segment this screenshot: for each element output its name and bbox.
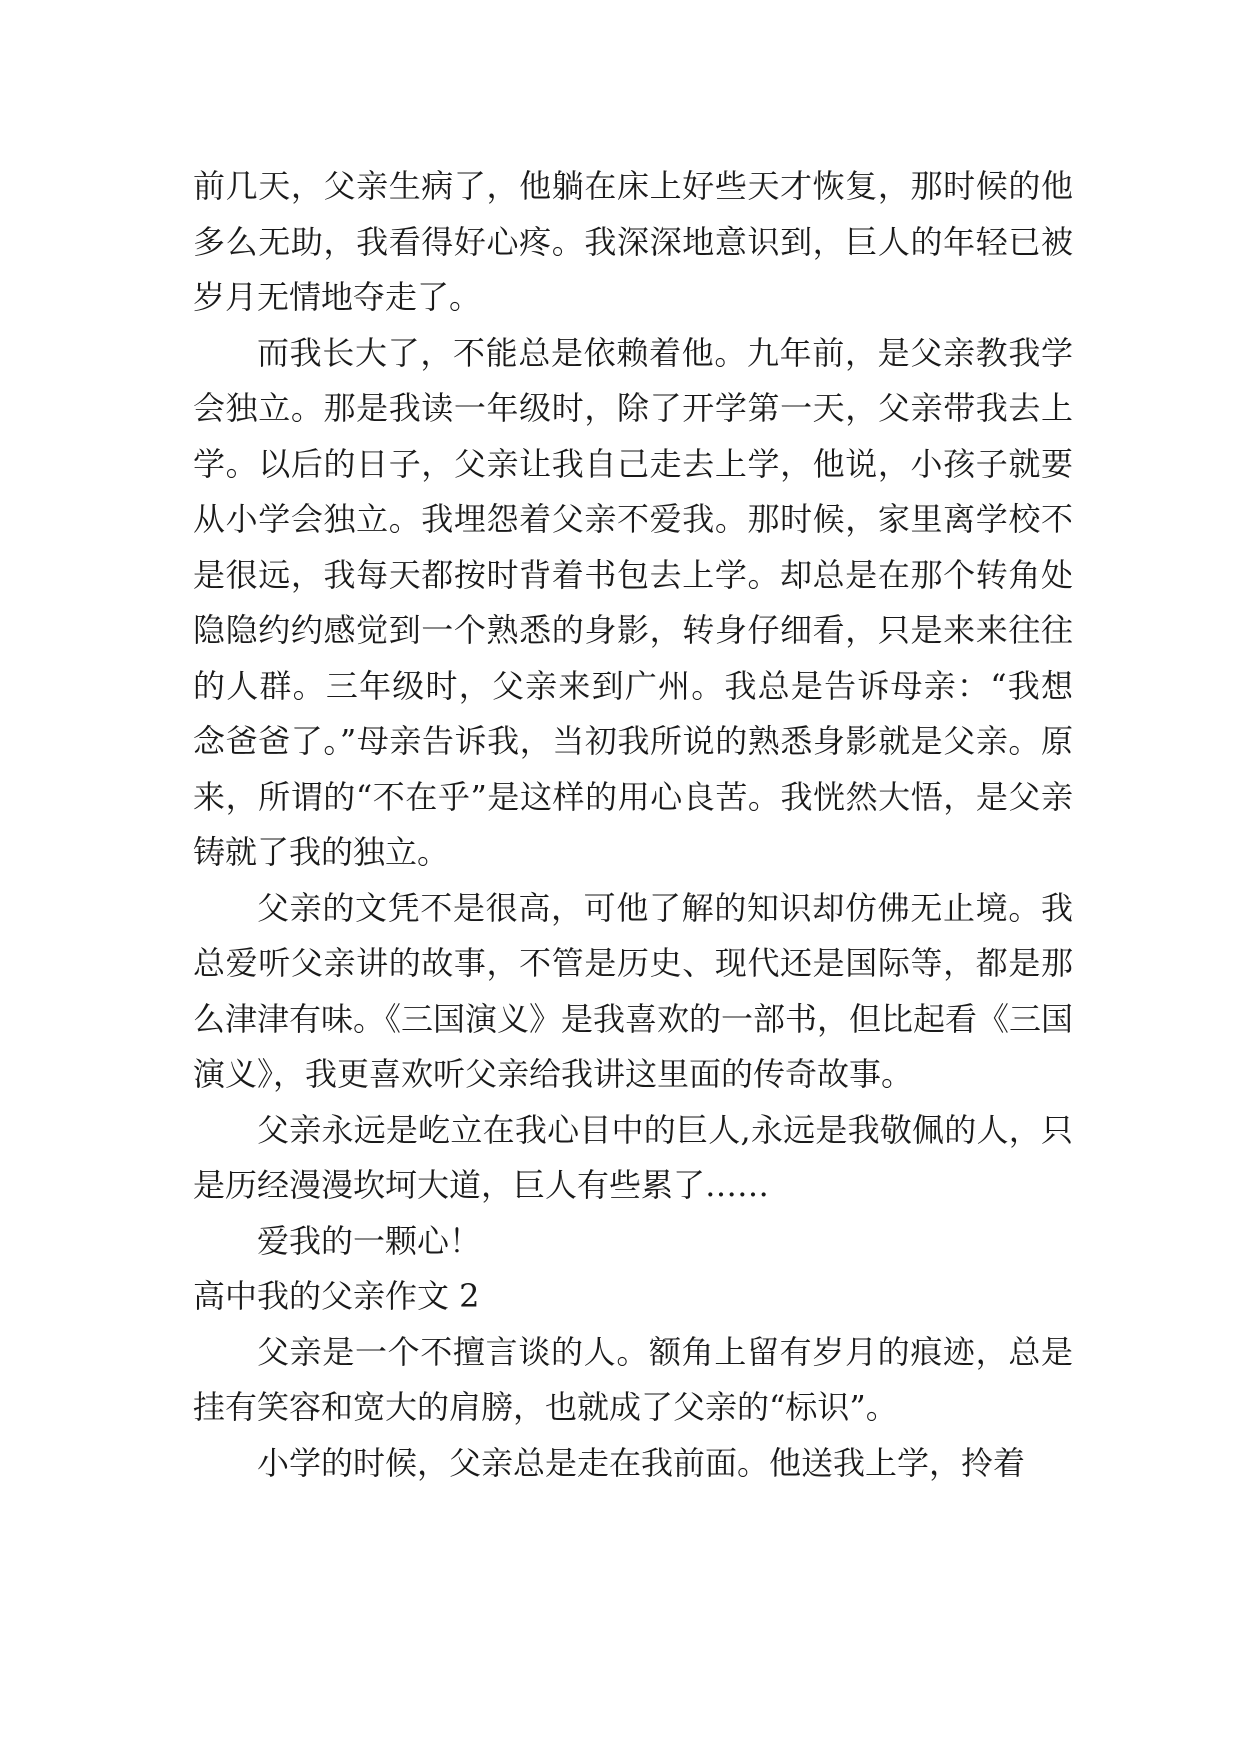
paragraph-primary-school: 小学的时候，父亲总是走在我前面。他送我上学，拎着	[257, 1443, 1026, 1482]
paragraph-father-illness: 前几天，父亲生病了，他躺在床上好些天才恢复，那时候的他多么无助，我看得好心疼。我深深地意识到，巨人的年轻已被岁月无情地夺走了。	[193, 167, 1073, 316]
paragraph-closing-line: 爱我的一颗心！	[257, 1221, 482, 1260]
paragraph-father-description: 父亲是一个不擅言谈的人。额角上留有岁月的痕迹，总是挂有笑容和宽大的肩膀，也就成了父亲的“标识”。	[193, 1332, 1073, 1426]
paragraph-father-giant: 父亲永远是屹立在我心目中的巨人,永远是我敬佩的人，只是历经漫漫坎坷大道，巨人有些累了……	[193, 1110, 1073, 1204]
document-body	[193, 159, 1073, 1491]
paragraph-father-knowledge: 父亲的文凭不是很高，可他了解的知识却仿佛无止境。我总爱听父亲讲的故事，不管是历史、现代还是国际等，都是那么津津有味。《三国演义》是我喜欢的一部书，但比起看《三国演义》，我更喜欢听父亲给我讲这里面的传奇故事。	[193, 888, 1074, 1093]
essay-2-title: 高中我的父亲作文 2	[193, 1277, 480, 1315]
paragraph-learning-independence: 而我长大了，不能总是依赖着他。九年前，是父亲教我学会独立。那是我读一年级时，除了开学第一天，父亲带我去上学。以后的日子，父亲让我自己走去上学，他说，小孩子就要从小学会独立。我埋怨着父亲不爱我。那时候，家里离学校不是很远，我每天都按时背着书包去上学。却总是在那个转角处隐隐约约感觉到一个熟悉的身影，转身仔细看，只是来来往往的人群。三年级时，父亲来到广州。我总是告诉母亲：“我想念爸爸了。”母亲告诉我，当初我所说的熟悉身影就是父亲。原来，所谓的“不在乎”是这样的用心良苦。我恍然大悟，是父亲铸就了我的独立。	[193, 333, 1073, 871]
